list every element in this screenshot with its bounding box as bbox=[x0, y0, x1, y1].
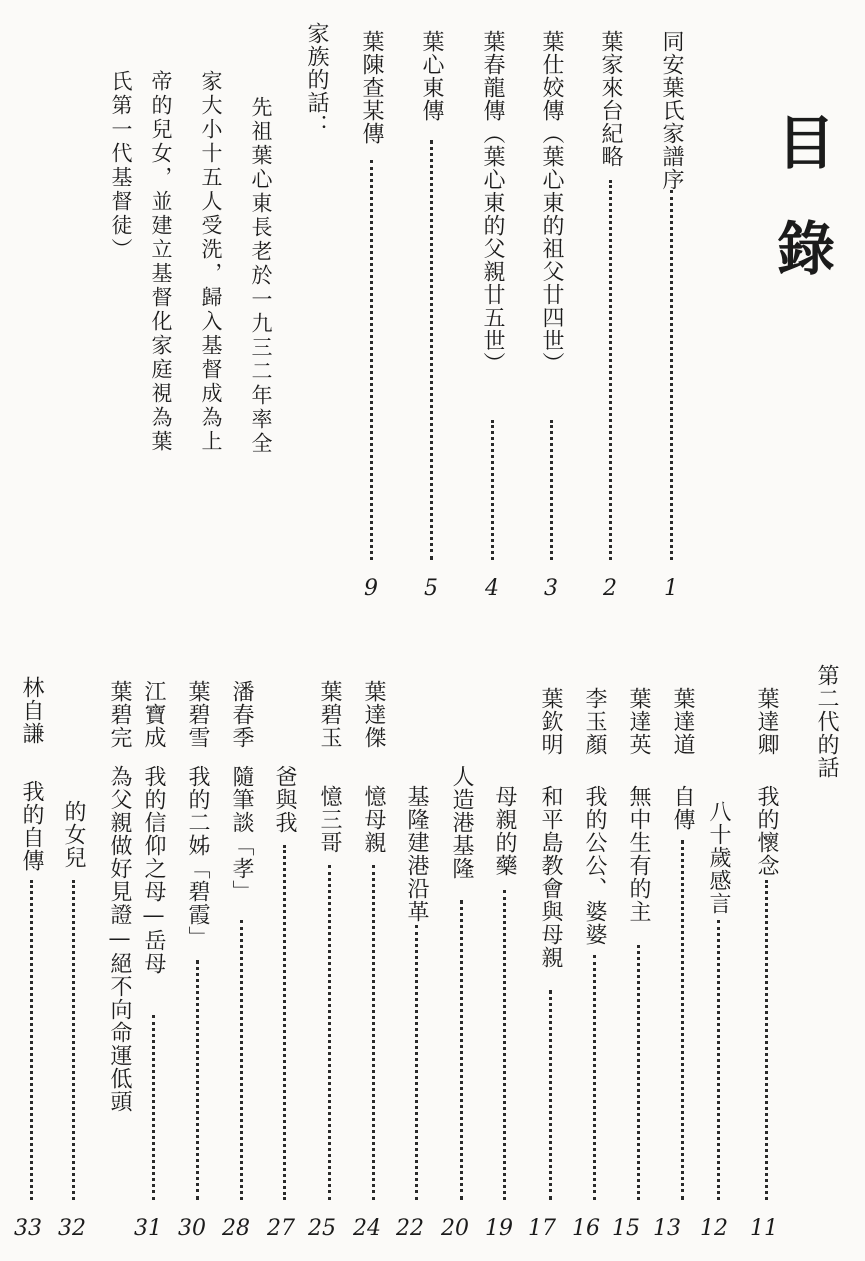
page-number: 28 bbox=[222, 1216, 250, 1241]
entry-title: 爸與我 bbox=[272, 765, 297, 834]
leader-dots bbox=[196, 960, 199, 1200]
page-number: 17 bbox=[528, 1216, 556, 1241]
page-number: 20 bbox=[441, 1216, 469, 1241]
page-number: 31 bbox=[134, 1216, 162, 1241]
page-number: 22 bbox=[396, 1216, 424, 1241]
leader-dots bbox=[637, 945, 640, 1200]
entry-title: 我的懷念 bbox=[754, 785, 779, 877]
entry-title: 我的自傳 bbox=[19, 780, 44, 872]
entry-author: 葉碧完 bbox=[107, 680, 132, 749]
entry-title: 葉仕姣傳（葉心東的祖父廿四世） bbox=[539, 30, 564, 375]
page-number: 24 bbox=[353, 1216, 381, 1241]
page-number: 12 bbox=[700, 1216, 728, 1241]
entry-author: 葉達英 bbox=[626, 687, 651, 756]
page-number: 19 bbox=[485, 1216, 513, 1241]
leader-dots bbox=[491, 420, 494, 560]
entry-author: 葉欽明 bbox=[538, 687, 563, 756]
leader-dots bbox=[681, 840, 684, 1200]
description-line: 家大小十五人受洗，歸入基督成為上 bbox=[199, 70, 223, 454]
entry-title: 基隆建港沿革 bbox=[404, 785, 429, 923]
leader-dots bbox=[503, 890, 506, 1200]
page-number: 27 bbox=[267, 1216, 295, 1241]
page-number: 3 bbox=[544, 576, 558, 601]
entry-title: 為父親做好見證—絕不向命運低頭 bbox=[107, 765, 132, 1113]
page-number: 25 bbox=[308, 1216, 336, 1241]
entry-author: 葉達道 bbox=[670, 687, 695, 756]
page-number: 9 bbox=[364, 576, 378, 601]
leader-dots bbox=[549, 990, 552, 1200]
leader-dots bbox=[765, 880, 768, 1200]
page-number: 1 bbox=[664, 576, 678, 601]
entry-title: 葉家來台紀略 bbox=[598, 30, 623, 168]
leader-dots bbox=[415, 925, 418, 1200]
page-number: 5 bbox=[424, 576, 438, 601]
leader-dots bbox=[328, 865, 331, 1200]
leader-dots bbox=[370, 160, 373, 560]
page-number: 4 bbox=[485, 576, 499, 601]
leader-dots bbox=[593, 955, 596, 1200]
leader-dots bbox=[430, 140, 433, 560]
entry-title: 和平島教會與母親 bbox=[538, 785, 563, 969]
description-line: 帝的兒女，並建立基督化家庭視為葉 bbox=[149, 70, 173, 454]
page-number: 33 bbox=[14, 1216, 42, 1241]
entry-author: 李玉顏 bbox=[582, 687, 607, 756]
entry-title: 八十歲感言 bbox=[706, 800, 731, 915]
leader-dots bbox=[30, 880, 33, 1200]
page-number: 11 bbox=[750, 1216, 778, 1241]
leader-dots bbox=[609, 180, 612, 560]
leader-dots bbox=[72, 880, 75, 1200]
entry-title: 葉心東傳 bbox=[419, 30, 444, 122]
entry-author: 葉碧玉 bbox=[317, 680, 342, 749]
entry-title: 自傳 bbox=[670, 785, 695, 831]
description-line: 先祖葉心東長老於一九三二年率全 bbox=[249, 96, 273, 456]
entry-author: 葉達卿 bbox=[754, 687, 779, 756]
leader-dots bbox=[550, 420, 553, 560]
page-number: 15 bbox=[612, 1216, 640, 1241]
entry-title: 隨筆談「孝」 bbox=[229, 765, 254, 903]
entry-title: 葉春龍傳（葉心東的父親廿五世） bbox=[480, 30, 505, 375]
section-heading: 第二代的話 bbox=[814, 664, 839, 779]
entry-author: 葉碧雪 bbox=[185, 680, 210, 749]
description-line: 氏第一代基督徒） bbox=[109, 70, 133, 262]
entry-title: 我的公公、婆婆 bbox=[582, 785, 607, 946]
page-title: 目錄 bbox=[767, 112, 835, 324]
entry-author: 林自謙 bbox=[19, 676, 44, 745]
page-number: 2 bbox=[603, 576, 617, 601]
leader-dots bbox=[152, 1015, 155, 1200]
page-number: 16 bbox=[572, 1216, 600, 1241]
entry-title: 同安葉氏家譜序 bbox=[659, 30, 684, 191]
entry-author: 潘春季 bbox=[229, 680, 254, 749]
entry-title: 我的信仰之母—岳母 bbox=[141, 765, 166, 975]
entry-title: 人造港基隆 bbox=[449, 765, 474, 880]
entry-author: 葉達傑 bbox=[361, 680, 386, 749]
entry-author: 江寶成 bbox=[141, 680, 166, 749]
entry-title: 憶三哥 bbox=[317, 785, 342, 854]
section-heading: 家族的話： bbox=[304, 22, 329, 137]
page-number: 30 bbox=[178, 1216, 206, 1241]
leader-dots bbox=[240, 920, 243, 1200]
entry-title: 母親的藥 bbox=[492, 785, 517, 877]
leader-dots bbox=[283, 845, 286, 1200]
page-number: 13 bbox=[653, 1216, 681, 1241]
leader-dots bbox=[670, 190, 673, 560]
entry-title: 無中生有的主 bbox=[626, 785, 651, 923]
leader-dots bbox=[372, 865, 375, 1200]
page-number: 32 bbox=[58, 1216, 86, 1241]
entry-title: 我的二姊「碧霞」 bbox=[185, 765, 210, 949]
entry-title: 憶母親 bbox=[361, 785, 386, 854]
leader-dots bbox=[460, 900, 463, 1200]
entry-title: 葉陳查某傳 bbox=[359, 30, 384, 145]
entry-title-continued: 的女兒 bbox=[61, 800, 86, 869]
leader-dots bbox=[717, 920, 720, 1200]
